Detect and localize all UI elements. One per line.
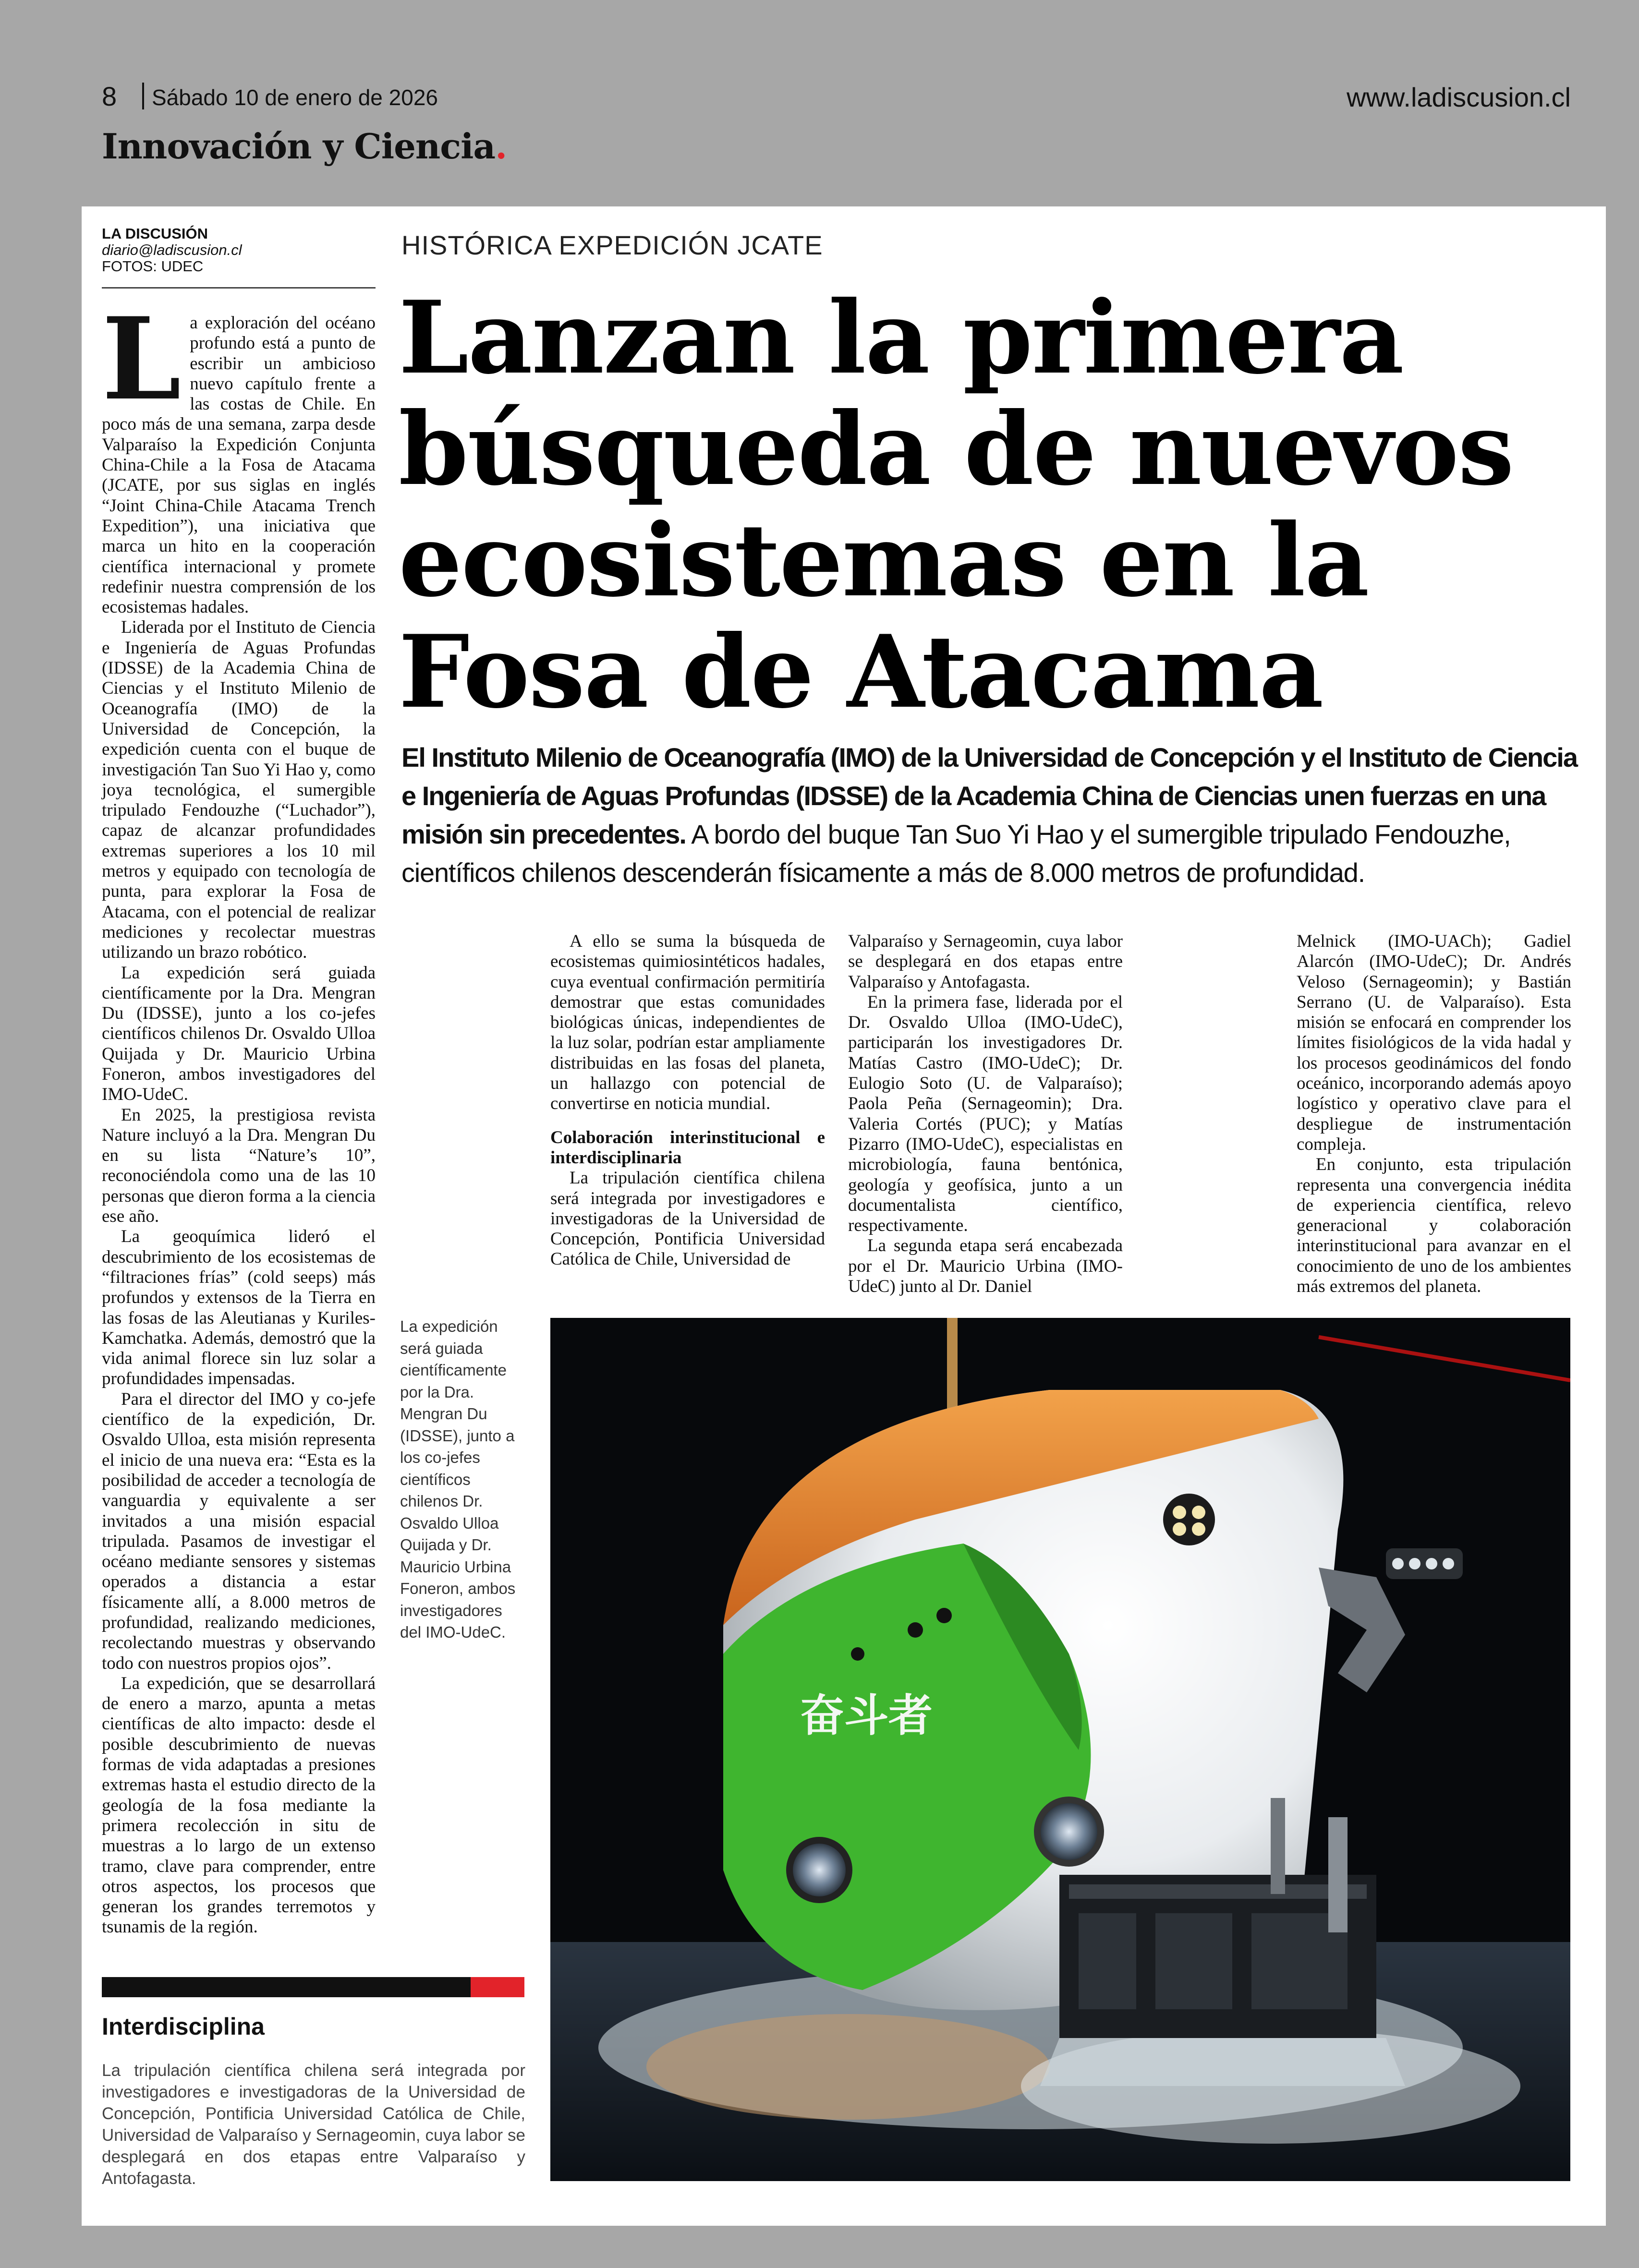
paragraph-text: a exploración del océano profundo está a punto de escribir un ambicioso nuevo capítulo frente a las costas de Chile. En poco más de una semana, zarpa desde Valparaíso la Expedición Conjunta China-Chile a la Fosa de Atacama (JCATE, por sus siglas en inglés “Joint China-Chile Atacama Trench Expedition”), una iniciativa que marca un hito en la cooperación científica internacional y promete redefinir nuestra comprensión de los ecosistemas hadales.	[102, 313, 376, 617]
credit-photos: FOTOS: UDEC	[102, 258, 204, 275]
article-kicker: HISTÓRICA EXPEDICIÓN JCATE	[401, 230, 823, 260]
sidebar-title: Interdisciplina	[102, 2013, 265, 2040]
sidebar-bar	[102, 1977, 471, 1997]
paragraph	[102, 293, 376, 617]
photo-caption: La expedición será guiada científicamente por la Dra. Mengran Du (IDSSE), junto a los co-jefes científicos chilenos Dr. Osvaldo Ulloa Quijada y Dr. Mauricio Urbina Foneron, ambos investigadores del IMO-UdeC.	[400, 1317, 516, 1641]
page-number: 8	[102, 81, 117, 111]
sidebar-bar-accent	[471, 1977, 524, 1997]
paragraph: En la primera fase, liderada por el Dr. Osvaldo Ulloa (IMO-UdeC), participarán los investigadores Dr. Matías Castro (IMO-UdeC); Dr. Eulogio Soto (U. de Valparaíso); Paola Peña (Sernageomin); Dra. Valeria Cortés (PUC); y Matías Pizarro (IMO-UdeC), especialistas en microbiología, fauna bentónica, geología y geofísica, junto a un documentalista científico, respectivamente.	[848, 992, 1123, 1236]
paragraph: En 2025, la prestigiosa revista Nature incluyó a la Dra. Mengran Du en su lista “Nature’s 10”, reconociéndola como una de las 10 personas que dieron forma a la ciencia ese año.	[102, 1105, 376, 1227]
paragraph: Valparaíso y Sernageomin, cuya labor se desplegará en dos etapas entre Valparaíso y Antofagasta.	[848, 931, 1123, 992]
paragraph: La segunda etapa será encabezada por el Dr. Mauricio Urbina (IMO-UdeC) junto al Dr. Daniel	[848, 1236, 1123, 1297]
paragraph: La expedición será guiada científicamente por la Dra. Mengran Du (IDSSE), junto a los co-jefes científicos chilenos Dr. Osvaldo Ulloa Quijada y Dr. Mauricio Urbina Foneron, ambos investigadores del IMO-UdeC.	[102, 963, 376, 1105]
section-dot: .	[495, 126, 507, 167]
paragraph: En conjunto, esta tripulación representa una convergencia inédita de experiencia científica, relevo generacional y colaboración interinstitucional para avanzar en el conocimiento de uno de los ambientes más extremos del planeta.	[1297, 1155, 1571, 1297]
paragraph: La tripulación científica chilena será integrada por investigadores e investigadoras de la Universidad de Concepción, Pontificia Universidad Católica de Chile, Universidad de	[550, 1168, 825, 1269]
submersible-illustration	[550, 1318, 1570, 2181]
paragraph: Melnick (IMO-UACh); Gadiel Alarcón (IMO-UdeC); Dr. Andrés Veloso (Sernageomin); y Bastián Serrano (U. de Valparaíso). Esta misión se enfocará en comprender los límites fisiológicos de la vida hadal y los procesos geodinámicos del fondo oceánico, incorporando además apoyo logístico y operativo clave para el despliegue de instrumentación compleja.	[1297, 931, 1571, 1154]
body-column-left	[102, 293, 376, 1938]
body-column-2	[848, 931, 1123, 1297]
credit-organization: LA DISCUSIÓN	[102, 225, 208, 242]
article-lede	[401, 738, 1583, 892]
lede-bold: El Instituto Milenio de Oceanografía (IMO) de la Universidad de Concepción y el Instituto de Ciencia e Ingeniería de Aguas Profundas (IDSSE) de la Academia China de Ciencias unen fuerzas en una misión sin precedentes.	[401, 742, 1577, 849]
lede-regular: A bordo del buque Tan Suo Yi Hao y el sumergible tripulado Fendouzhe, científicos chilenos descenderán físicamente a más de 8.000 metros de profundidad.	[401, 819, 1511, 888]
paragraph: Liderada por el Instituto de Ciencia e Ingeniería de Aguas Profundas (IDSSE) de la Academia China de Ciencias y el Instituto Milenio de Oceanografía (IMO) de la Universidad de Concepción, la expedición cuenta con el buque de investigación Tan Suo Yi Hao y, como joya tecnológica, el sumergible tripulado Fendouzhe (“Luchador”), capaz de alcanzar profundidades extremas superiores a los 10 mil metros y equipado con tecnología de punta, para explorar la Fosa de Atacama, con el potencial de realizar mediciones y recolectar muestras utilizando un brazo robótico.	[102, 617, 376, 963]
section-title	[102, 126, 507, 167]
subheading: Colaboración interinstitucional e interdisciplinaria	[550, 1127, 825, 1168]
paragraph: La geoquímica lideró el descubrimiento de los ecosistemas de “filtraciones frías” (cold seeps) más profundos y extensos de la Tierra en las fosas de las Aleutianas y Kuriles-Kamchatka. Además, demostró que la vida animal florece sin luz solar a profundidades impensadas.	[102, 1227, 376, 1389]
header-divider	[142, 83, 144, 109]
paragraph: La expedición, que se desarrollará de enero a marzo, apunta a metas científicas de alto impacto: desde el posible descubrimiento de nuevas formas de vida adaptadas a presiones extremas hasta el estudio directo de la geología de la fosa mediante la primera recolección in situ de muestras a lo largo de un extenso tramo, clave para comprender, entre otros aspectos, los procesos que generan los grandes terremotos y tsunamis de la región.	[102, 1673, 376, 1937]
article-headline: Lanzan la primera búsqueda de nuevos ecosistemas en la Fosa de Atacama	[399, 279, 1514, 731]
paragraph: A ello se suma la búsqueda de ecosistemas quimiosintéticos hadales, cuya eventual confirmación permitiría demostrar que estas comunidades biológicas únicas, independientes de la luz solar, podrían estar ampliamente distribuidas en las fosas del planeta, un hallazgo con potencial de convertirse en noticia mundial.	[550, 931, 825, 1114]
drop-cap: L	[102, 293, 182, 425]
section-name: Innovación y Ciencia	[102, 126, 496, 167]
credits-rule	[102, 287, 376, 289]
sidebar-text: La tripulación científica chilena será integrada por investigadores e investigadoras de la Universidad de Concepción, Pontificia Universidad Católica de Chile, Universidad de Valparaíso y Sernageomin, cuya labor se desplegará en dos etapas entre Valparaíso y Antofagasta.	[102, 2061, 525, 2188]
website-link[interactable]: www.ladiscusion.cl	[1347, 82, 1571, 112]
article-credits	[102, 226, 361, 275]
body-column-1	[550, 931, 825, 1270]
publication-date: Sábado 10 de enero de 2026	[152, 85, 438, 110]
credit-email[interactable]: diario@ladiscusion.cl	[102, 241, 242, 258]
body-column-3	[1297, 931, 1571, 1297]
paragraph: Para el director del IMO y co-jefe científico de la expedición, Dr. Osvaldo Ulloa, esta misión representa el inicio de una nueva era: “Esta es la posibilidad de acceder a tecnología de vanguardia y equivalente a ser invitados a una misión espacial tripulada. Pasamos de investigar el océano mediante sensores y sistemas operados a distancia a estar físicamente allí, a 8.000 metros de profundidad, realizando mediciones, recolectando muestras y observando todo con nuestros propios ojos”.	[102, 1389, 376, 1673]
submersible-photo	[550, 1318, 1570, 2181]
hull-text: 奋斗者	[800, 1690, 933, 1741]
